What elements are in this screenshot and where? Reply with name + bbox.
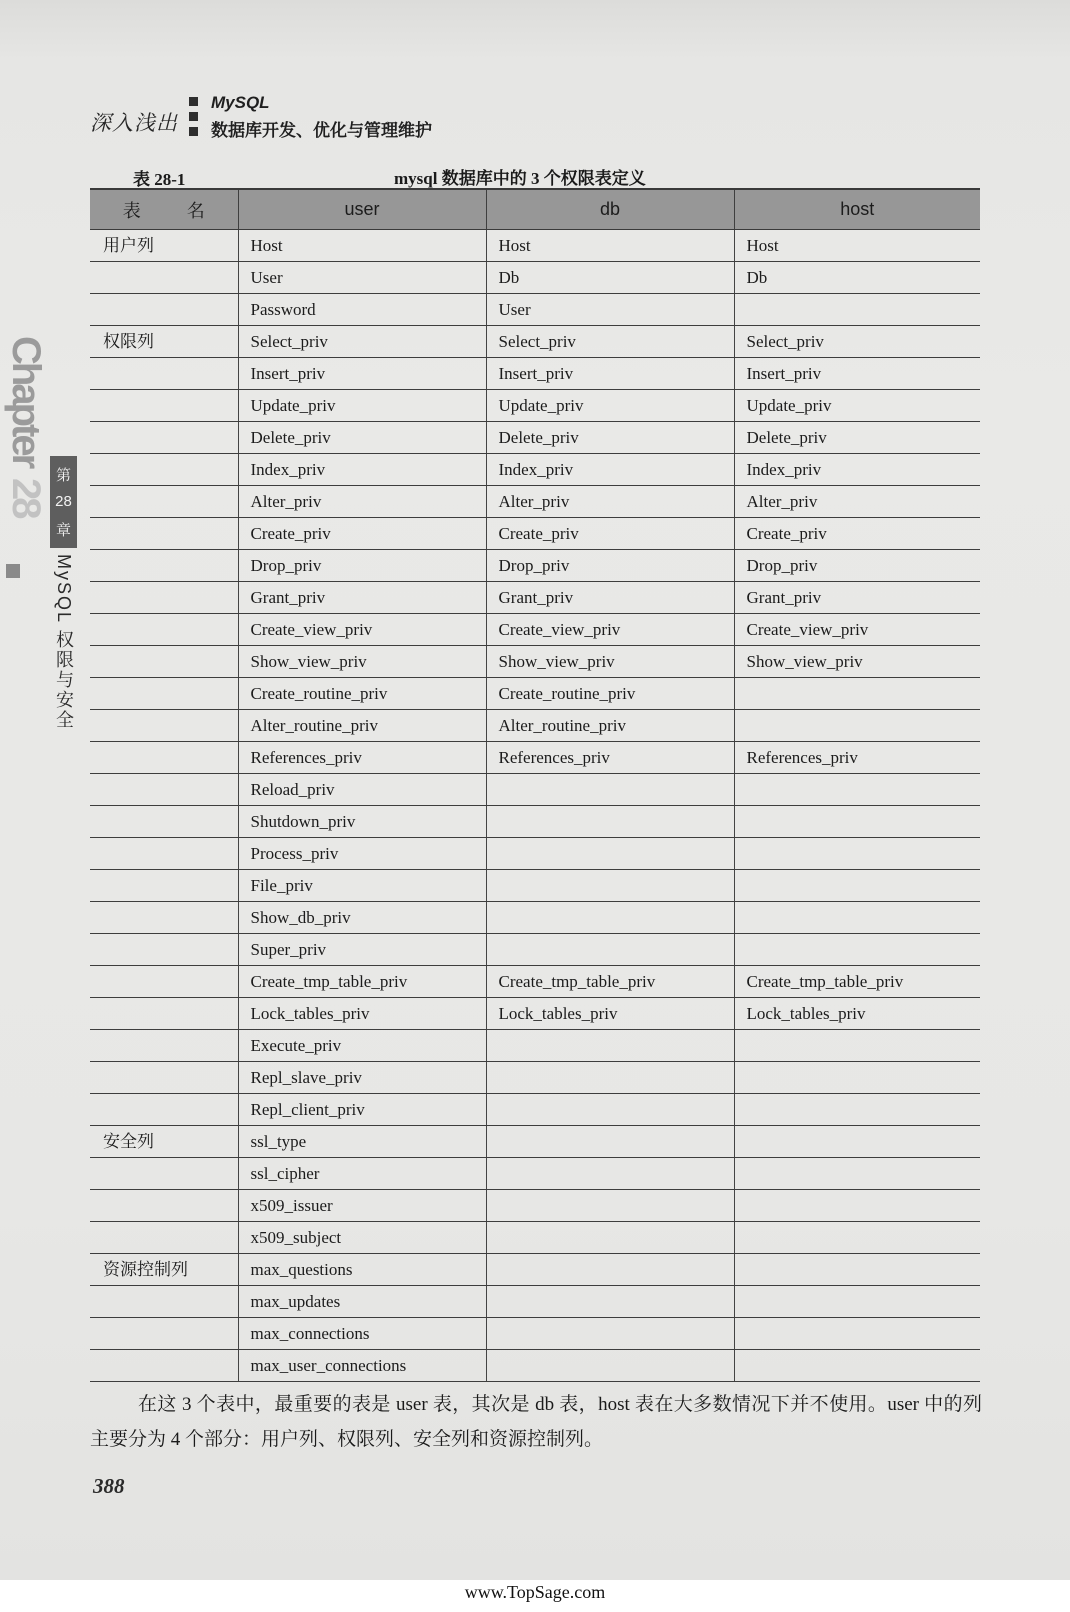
cell-host <box>734 1062 980 1094</box>
table-row <box>90 646 980 678</box>
cell-host: Alter_priv <box>734 486 980 518</box>
cell-host: Grant_priv <box>734 582 980 614</box>
chapter-cn-box <box>50 456 77 548</box>
chapter-side-label <box>2 336 50 517</box>
cell-category <box>90 390 238 422</box>
cell-host: Create_priv <box>734 518 980 550</box>
cell-category <box>90 806 238 838</box>
cell-user: Insert_priv <box>238 358 486 390</box>
cell-db <box>486 1350 734 1382</box>
cell-user: Alter_routine_priv <box>238 710 486 742</box>
cell-host <box>734 678 980 710</box>
column-header-user: user <box>238 189 486 230</box>
cell-db <box>486 934 734 966</box>
cell-user: Show_db_priv <box>238 902 486 934</box>
table-row <box>90 262 980 294</box>
cell-category <box>90 1222 238 1254</box>
cell-category <box>90 358 238 390</box>
cell-db: Create_tmp_table_priv <box>486 966 734 998</box>
cell-category <box>90 1286 238 1318</box>
cell-category <box>90 870 238 902</box>
cell-db <box>486 902 734 934</box>
cell-host <box>734 902 980 934</box>
cell-category <box>90 998 238 1030</box>
cell-db <box>486 838 734 870</box>
cell-db <box>486 1094 734 1126</box>
cell-category <box>90 966 238 998</box>
table-row <box>90 774 980 806</box>
chapter-square-mark <box>6 564 20 578</box>
table-header-row <box>90 189 980 230</box>
cell-db: Create_priv <box>486 518 734 550</box>
table-row <box>90 294 980 326</box>
table-row <box>90 1222 980 1254</box>
table-caption-title: mysql 数据库中的 3 个权限表定义 <box>394 169 646 188</box>
cell-category <box>90 294 238 326</box>
cell-db: Update_priv <box>486 390 734 422</box>
header-marks <box>189 97 199 142</box>
cell-category <box>90 582 238 614</box>
cell-db: Drop_priv <box>486 550 734 582</box>
cell-category <box>90 838 238 870</box>
cell-db <box>486 1126 734 1158</box>
cell-db <box>486 1030 734 1062</box>
cell-user: max_questions <box>238 1254 486 1286</box>
cell-user: Password <box>238 294 486 326</box>
cell-db: Alter_priv <box>486 486 734 518</box>
cell-host: Create_view_priv <box>734 614 980 646</box>
cell-user: Select_priv <box>238 326 486 358</box>
cell-category <box>90 934 238 966</box>
cell-category <box>90 1190 238 1222</box>
cell-db: Lock_tables_priv <box>486 998 734 1030</box>
cell-category <box>90 710 238 742</box>
cell-db: Select_priv <box>486 326 734 358</box>
table-row <box>90 1254 980 1286</box>
table-row <box>90 422 980 454</box>
table-row <box>90 742 980 774</box>
cell-user: max_connections <box>238 1318 486 1350</box>
cell-user: Update_priv <box>238 390 486 422</box>
cell-host: References_priv <box>734 742 980 774</box>
cell-host <box>734 1318 980 1350</box>
series-title: 深入浅出 <box>90 111 178 135</box>
cell-host <box>734 710 980 742</box>
cell-user: Lock_tables_priv <box>238 998 486 1030</box>
cell-user: Create_tmp_table_priv <box>238 966 486 998</box>
cell-db: Insert_priv <box>486 358 734 390</box>
cell-category <box>90 614 238 646</box>
cell-category <box>90 1350 238 1382</box>
table-row <box>90 1350 980 1382</box>
cell-host <box>734 1286 980 1318</box>
table-row <box>90 550 980 582</box>
chapter-title: MySQL 权限与安全 <box>54 554 74 731</box>
cell-db <box>486 1158 734 1190</box>
cell-host: Create_tmp_table_priv <box>734 966 980 998</box>
cell-user: Create_view_priv <box>238 614 486 646</box>
cell-db: Create_routine_priv <box>486 678 734 710</box>
cell-user: Repl_client_priv <box>238 1094 486 1126</box>
cell-db <box>486 1062 734 1094</box>
cell-user: Drop_priv <box>238 550 486 582</box>
cell-host <box>734 1126 980 1158</box>
chapter-cn-suffix: 章 <box>55 521 71 539</box>
cell-category <box>90 646 238 678</box>
table-row <box>90 518 980 550</box>
cell-db: Delete_priv <box>486 422 734 454</box>
chapter-cn-prefix: 第 <box>55 467 71 485</box>
table-header <box>90 189 980 230</box>
cell-db <box>486 774 734 806</box>
cell-db: User <box>486 294 734 326</box>
table-row <box>90 1094 980 1126</box>
cell-category <box>90 1158 238 1190</box>
table-row <box>90 870 980 902</box>
chapter-side-number: 28 <box>4 478 48 517</box>
chapter-cn-number: 28 <box>55 493 72 511</box>
cell-user: References_priv <box>238 742 486 774</box>
cell-category: 权限列 <box>90 326 238 358</box>
cell-host <box>734 774 980 806</box>
cell-host: Delete_priv <box>734 422 980 454</box>
cell-category <box>90 902 238 934</box>
page-number: 388 <box>93 1474 125 1498</box>
cell-db: Index_priv <box>486 454 734 486</box>
cell-user: x509_subject <box>238 1222 486 1254</box>
cell-user: ssl_type <box>238 1126 486 1158</box>
table-row <box>90 326 980 358</box>
cell-host <box>734 934 980 966</box>
cell-host: Drop_priv <box>734 550 980 582</box>
cell-db <box>486 870 734 902</box>
table-row <box>90 390 980 422</box>
body-paragraph: 在这 3 个表中，最重要的表是 user 表，其次是 db 表，host 表在大多数情况下并不使用。user 中的列主要分为 4 个部分：用户列、权限列、安全列和资源控制列。 <box>90 1394 982 1450</box>
table-row <box>90 806 980 838</box>
cell-user: Host <box>238 230 486 262</box>
cell-user: Process_priv <box>238 838 486 870</box>
book-subtitle: 数据库开发、优化与管理维护 <box>211 121 432 140</box>
cell-user: User <box>238 262 486 294</box>
cell-db: Grant_priv <box>486 582 734 614</box>
cell-host <box>734 1254 980 1286</box>
cell-host: Insert_priv <box>734 358 980 390</box>
cell-db <box>486 806 734 838</box>
cell-user: Grant_priv <box>238 582 486 614</box>
cell-category <box>90 422 238 454</box>
cell-db: Alter_routine_priv <box>486 710 734 742</box>
cell-host <box>734 1190 980 1222</box>
cell-db <box>486 1190 734 1222</box>
column-header-db: db <box>486 189 734 230</box>
cell-user: Delete_priv <box>238 422 486 454</box>
cell-host <box>734 870 980 902</box>
table-row <box>90 1318 980 1350</box>
table-row <box>90 614 980 646</box>
cell-host: Show_view_priv <box>734 646 980 678</box>
cell-host <box>734 1158 980 1190</box>
header-square-mark <box>189 127 198 136</box>
cell-host <box>734 1030 980 1062</box>
cell-host: Lock_tables_priv <box>734 998 980 1030</box>
table-row <box>90 838 980 870</box>
cell-user: max_user_connections <box>238 1350 486 1382</box>
table-caption-id: 表 28-1 <box>133 170 186 189</box>
privilege-table <box>90 188 980 1382</box>
cell-user: Shutdown_priv <box>238 806 486 838</box>
cell-host <box>734 1094 980 1126</box>
table-row <box>90 582 980 614</box>
cell-user: Execute_priv <box>238 1030 486 1062</box>
cell-host <box>734 1222 980 1254</box>
cell-db: Host <box>486 230 734 262</box>
cell-user: Index_priv <box>238 454 486 486</box>
cell-category <box>90 1094 238 1126</box>
cell-host <box>734 806 980 838</box>
cell-user: Create_priv <box>238 518 486 550</box>
cell-category <box>90 262 238 294</box>
cell-db <box>486 1254 734 1286</box>
cell-host: Index_priv <box>734 454 980 486</box>
table-row <box>90 678 980 710</box>
cell-category: 用户列 <box>90 230 238 262</box>
cell-user: Super_priv <box>238 934 486 966</box>
cell-host: Host <box>734 230 980 262</box>
cell-category <box>90 454 238 486</box>
cell-category <box>90 1062 238 1094</box>
table-row <box>90 998 980 1030</box>
table-row <box>90 934 980 966</box>
cell-host: Update_priv <box>734 390 980 422</box>
cell-db: Create_view_priv <box>486 614 734 646</box>
header-square-mark <box>189 112 198 121</box>
cell-category: 安全列 <box>90 1126 238 1158</box>
table-row <box>90 358 980 390</box>
cell-db: Show_view_priv <box>486 646 734 678</box>
book-brand: MySQL <box>211 93 270 112</box>
cell-db: References_priv <box>486 742 734 774</box>
cell-db <box>486 1318 734 1350</box>
cell-user: File_priv <box>238 870 486 902</box>
cell-user: ssl_cipher <box>238 1158 486 1190</box>
table-row <box>90 1126 980 1158</box>
cell-user: Show_view_priv <box>238 646 486 678</box>
table-body <box>90 230 980 1382</box>
cell-host <box>734 1350 980 1382</box>
cell-user: max_updates <box>238 1286 486 1318</box>
column-header-host: host <box>734 189 980 230</box>
table-row <box>90 454 980 486</box>
table-row <box>90 966 980 998</box>
column-header-table-name: 表 名 <box>90 189 238 230</box>
table-row <box>90 1286 980 1318</box>
table-row <box>90 1062 980 1094</box>
cell-category <box>90 486 238 518</box>
cell-category <box>90 678 238 710</box>
cell-category: 资源控制列 <box>90 1254 238 1286</box>
footer-url: www.TopSage.com <box>464 1582 606 1602</box>
cell-user: Repl_slave_priv <box>238 1062 486 1094</box>
chapter-word: Chapter <box>4 336 48 467</box>
cell-user: Reload_priv <box>238 774 486 806</box>
table-row <box>90 902 980 934</box>
cell-category <box>90 1318 238 1350</box>
cell-category <box>90 518 238 550</box>
table-row <box>90 1158 980 1190</box>
cell-category <box>90 742 238 774</box>
cell-db <box>486 1286 734 1318</box>
cell-user: x509_issuer <box>238 1190 486 1222</box>
cell-host: Db <box>734 262 980 294</box>
table-row <box>90 486 980 518</box>
cell-db <box>486 1222 734 1254</box>
table-row <box>90 230 980 262</box>
cell-category <box>90 774 238 806</box>
table-row <box>90 1030 980 1062</box>
cell-db: Db <box>486 262 734 294</box>
cell-category <box>90 550 238 582</box>
cell-host <box>734 294 980 326</box>
header-square-mark <box>189 97 198 106</box>
cell-category <box>90 1030 238 1062</box>
cell-user: Alter_priv <box>238 486 486 518</box>
cell-host <box>734 838 980 870</box>
cell-user: Create_routine_priv <box>238 678 486 710</box>
cell-host: Select_priv <box>734 326 980 358</box>
table-row <box>90 1190 980 1222</box>
table-row <box>90 710 980 742</box>
